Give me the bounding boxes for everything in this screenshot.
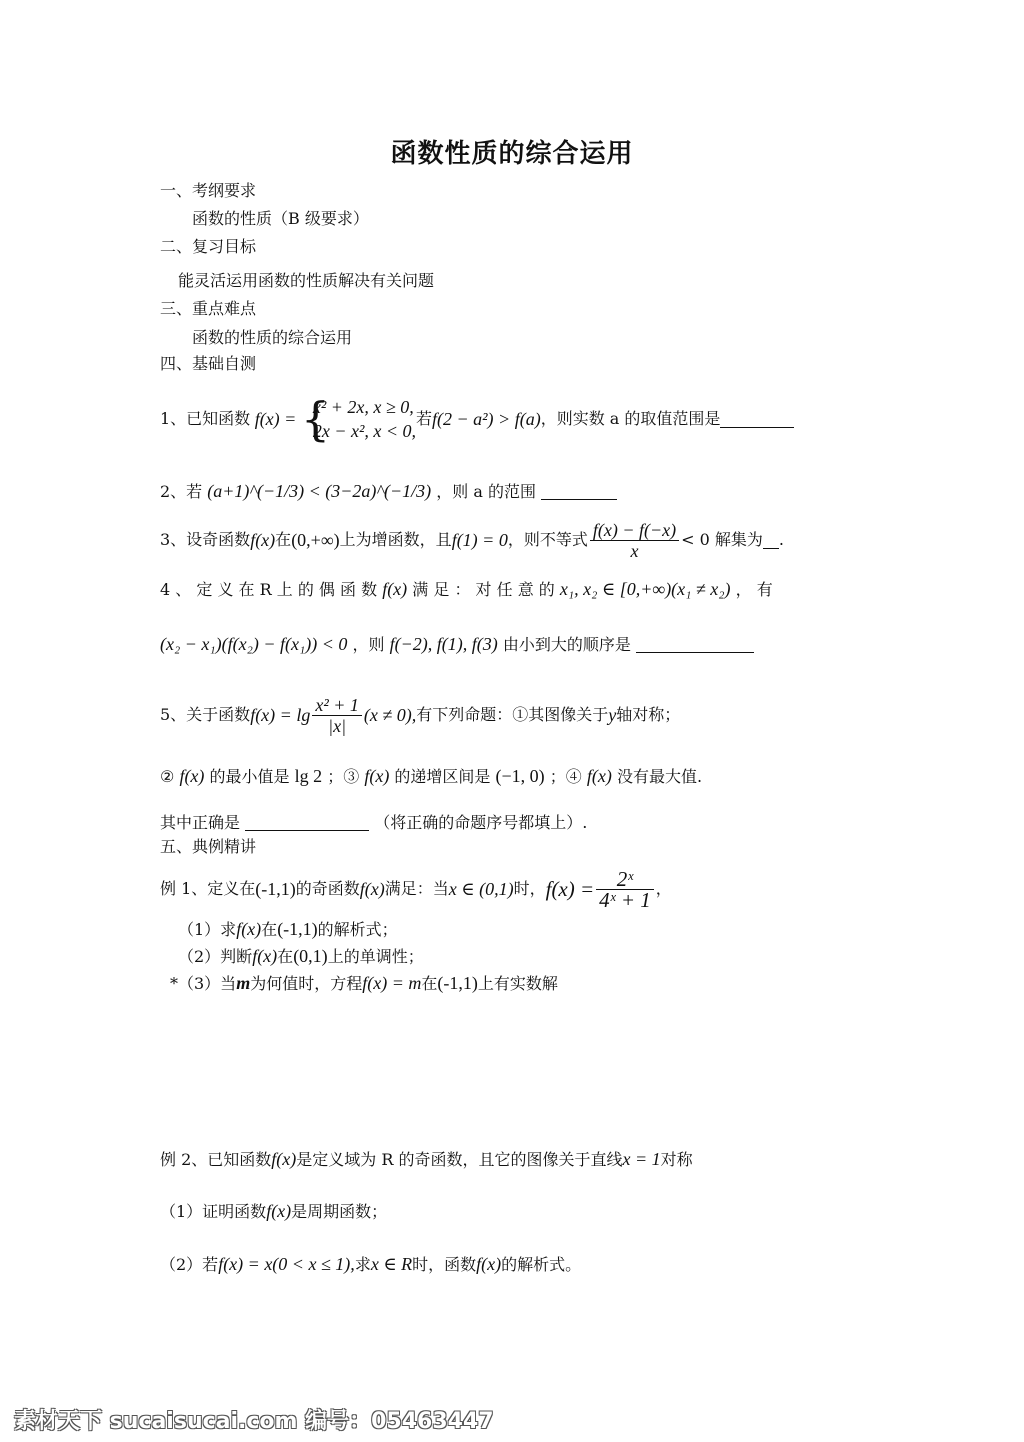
question-1 — [160, 392, 794, 446]
q3-fx: f(x) — [250, 530, 276, 550]
q2-prefix: 2、若 — [160, 482, 203, 501]
q5-fraction — [312, 695, 362, 736]
q3-text-3: ，则不等式 — [507, 530, 588, 549]
q5-text-1: 有下列命题：①其图像关于 — [416, 705, 609, 724]
q5-p3-marker: ；③ — [327, 767, 360, 786]
ex2-p2-c: 求 — [354, 1255, 371, 1274]
q5-p2-value: lg 2 — [294, 766, 323, 786]
section-3-heading: 三、重点难点 — [160, 299, 257, 318]
q5-p4-marker: ；④ — [549, 767, 582, 786]
ex1-p3-b: 为何值时，方程 — [250, 974, 363, 993]
example-1-part-2 — [178, 945, 424, 968]
question-3 — [160, 518, 784, 562]
q5-answer-blank[interactable] — [245, 814, 369, 831]
q2-expression: (a+1)^(−1/3) < (3−2a)^(−1/3) — [207, 481, 432, 501]
ex1-condition: x ∈ (0,1) — [448, 879, 514, 899]
question-5 — [160, 690, 680, 740]
ex1-p3-e: (-1,1) — [437, 973, 478, 993]
ex2-p2-b: f(x) = x(0 < x ≤ 1), — [218, 1254, 355, 1274]
q4-fx: f(x) — [382, 579, 408, 599]
ex1-p1-b: 在 — [261, 920, 278, 939]
ex2-p2-a: （2）若 — [160, 1255, 219, 1274]
q4-answer-blank[interactable] — [636, 636, 754, 653]
q4-text-2: 满 足 ： 对 任 意 的 — [412, 580, 555, 599]
ex1-p2-b: 在 — [277, 947, 294, 966]
q3-prefix: 3、设奇函数 — [160, 530, 251, 549]
q5-p3-value: (−1, 0) — [495, 766, 545, 786]
q5-p2-text: 的最小值是 — [209, 767, 290, 786]
example-1-part-1 — [178, 918, 398, 941]
q5-axis: y — [608, 705, 617, 725]
q3-text-4: < 0 解集为 — [681, 530, 763, 549]
q4-text-4: ，则 — [352, 635, 385, 654]
ex2-prefix: 例 2、已知函数 — [160, 1150, 272, 1169]
example-2 — [160, 1148, 693, 1171]
ex1-domain: (-1,1) — [255, 879, 296, 899]
ex2-p2-fx: f(x) — [476, 1254, 502, 1274]
q3-end: . — [778, 530, 784, 549]
q5-answer-note: （将正确的命题序号都填上）. — [374, 813, 588, 832]
ex1-p3-c: f(x) = m — [362, 973, 422, 993]
ex2-p1-a: （1）证明函数 — [160, 1202, 267, 1221]
ex1-p1-c: (-1,1) — [277, 919, 318, 939]
ex2-axis: x = 1 — [622, 1149, 661, 1169]
q1-mid: 若 — [416, 409, 433, 428]
q5-p4-fx: f(x) — [586, 766, 612, 786]
q2-answer-blank[interactable] — [541, 483, 617, 500]
section-4-heading: 四、基础自测 — [160, 354, 257, 373]
ex1-p3-a: *（3）当 — [170, 974, 237, 993]
q3-interval: (0,+∞) — [291, 530, 340, 550]
q3-fraction — [590, 520, 679, 561]
question-4-line-2 — [160, 633, 754, 656]
q5-p4-text: 没有最大值. — [616, 767, 703, 786]
ex1-p1-fx: f(x) — [236, 919, 262, 939]
q4-values: f(−2), f(1), f(3) — [389, 634, 498, 654]
ex1-text-2: 满足：当 — [384, 879, 449, 898]
q5-text-2: 轴对称； — [616, 705, 681, 724]
ex2-p2-e: 时，函数 — [412, 1255, 477, 1274]
ex1-p1-a: （1）求 — [178, 920, 237, 939]
ex1-text-1: 的奇函数 — [295, 879, 360, 898]
ex2-p2-d: x ∈ R — [370, 1254, 413, 1274]
question-5-propositions — [160, 765, 702, 788]
q4-text-3: ， 有 — [735, 580, 773, 599]
q3-answer-blank[interactable] — [763, 532, 779, 549]
q3-fraction-numerator: f(x) − f(−x) — [590, 520, 679, 541]
watermark: 素材天下 sucaisucai.com 编号：05463447 — [14, 1409, 494, 1434]
ex1-fraction-numerator: 2ˣ — [596, 869, 654, 890]
question-5-answer — [160, 812, 587, 834]
ex1-p3-m: m — [236, 973, 251, 993]
q5-fraction-denominator: |x| — [328, 715, 347, 736]
section-3-body: 函数的性质的综合运用 — [192, 328, 353, 347]
q1-answer-blank[interactable] — [720, 411, 794, 428]
section-1-body: 函数的性质（B 级要求） — [192, 209, 369, 228]
section-5-heading: 五、典例精讲 — [160, 837, 257, 856]
q5-prefix: 5、关于函数 — [160, 705, 251, 724]
ex1-p2-d: 上的单调性； — [327, 947, 424, 966]
ex1-p2-fx: f(x) — [252, 946, 278, 966]
q1-suffix: ，则实数 a 的取值范围是 — [540, 409, 721, 428]
q4-variables: x₁, x₂ ∈ [0,+∞)(x₁ ≠ x₂) — [559, 579, 731, 599]
q3-fraction-denominator: x — [630, 540, 639, 561]
ex2-text-1: 是定义域为 R 的奇函数，且它的图像关于直线 — [296, 1150, 623, 1169]
q2-suffix: ，则 a 的范围 — [436, 482, 536, 501]
ex2-fx: f(x) — [271, 1149, 297, 1169]
example-2-part-1 — [160, 1200, 387, 1223]
q1-fx: f(x) = — [254, 409, 301, 429]
ex1-p3-d: 在 — [421, 974, 438, 993]
ex2-p2-f: 的解析式。 — [501, 1255, 582, 1274]
ex1-end: ， — [655, 879, 672, 898]
q1-prefix: 1、已知函数 — [160, 409, 251, 428]
ex1-prefix: 例 1、定义在 — [160, 879, 256, 898]
q5-fraction-numerator: x² + 1 — [312, 695, 362, 716]
q3-text-2: 上为增函数，且 — [339, 530, 452, 549]
q5-p2-marker: ② — [160, 767, 175, 786]
ex1-p2-c: (0,1) — [293, 946, 328, 966]
q4-text-5: 由小到大的顺序是 — [502, 635, 631, 654]
ex2-text-2: 对称 — [660, 1150, 693, 1169]
ex1-p2-a: （2）判断 — [178, 947, 253, 966]
ex1-fx: f(x) — [359, 879, 385, 899]
section-2-body: 能灵活运用函数的性质解决有关问题 — [178, 271, 435, 290]
ex1-text-3: 时， — [513, 879, 546, 898]
example-2-part-2 — [160, 1253, 581, 1276]
ex1-p1-d: 的解析式； — [317, 920, 398, 939]
q5-domain: (x ≠ 0), — [363, 705, 417, 725]
example-1-part-3 — [170, 972, 558, 995]
ex2-p1-fx: f(x) — [266, 1201, 292, 1221]
q5-p2-fx: f(x) — [179, 766, 205, 786]
q4-text-1: 4 、 定 义 在 R 上 的 偶 函 数 — [160, 580, 378, 599]
q1-case-1: x² + 2x, x ≥ 0, — [312, 397, 414, 417]
example-1 — [160, 862, 672, 916]
ex1-p3-f: 上有实数解 — [477, 974, 558, 993]
q1-case-2: 2x − x², x < 0, — [312, 421, 416, 441]
page-title: 函数性质的综合运用 — [390, 139, 634, 169]
q1-piecewise: { x² + 2x, x ≥ 0, 2x − x², x < 0, — [300, 392, 416, 446]
ex1-fraction-denominator: 4ˣ + 1 — [599, 887, 651, 912]
q5-lg: f(x) = lg — [250, 705, 311, 725]
section-2-heading: 二、复习目标 — [160, 237, 257, 256]
q5-p3-fx: f(x) — [364, 766, 390, 786]
question-4-line-1 — [160, 578, 773, 601]
section-1-heading: 一、考纲要求 — [160, 181, 257, 200]
ex1-fx-def: f(x) = — [545, 877, 595, 901]
q3-text-1: 在 — [275, 530, 292, 549]
q4-condition: (x₂ − x₁)(f(x₂) − f(x₁)) < 0 — [160, 634, 348, 654]
q5-answer-label: 其中正确是 — [160, 813, 241, 832]
q3-condition: f(1) = 0 — [451, 530, 508, 550]
ex2-p1-b: 是周期函数； — [291, 1202, 388, 1221]
ex1-fraction — [596, 866, 654, 912]
question-2 — [160, 480, 617, 503]
q5-p3-text: 的递增区间是 — [394, 767, 491, 786]
q1-inequality: f(2 − a²) > f(a) — [432, 409, 541, 429]
